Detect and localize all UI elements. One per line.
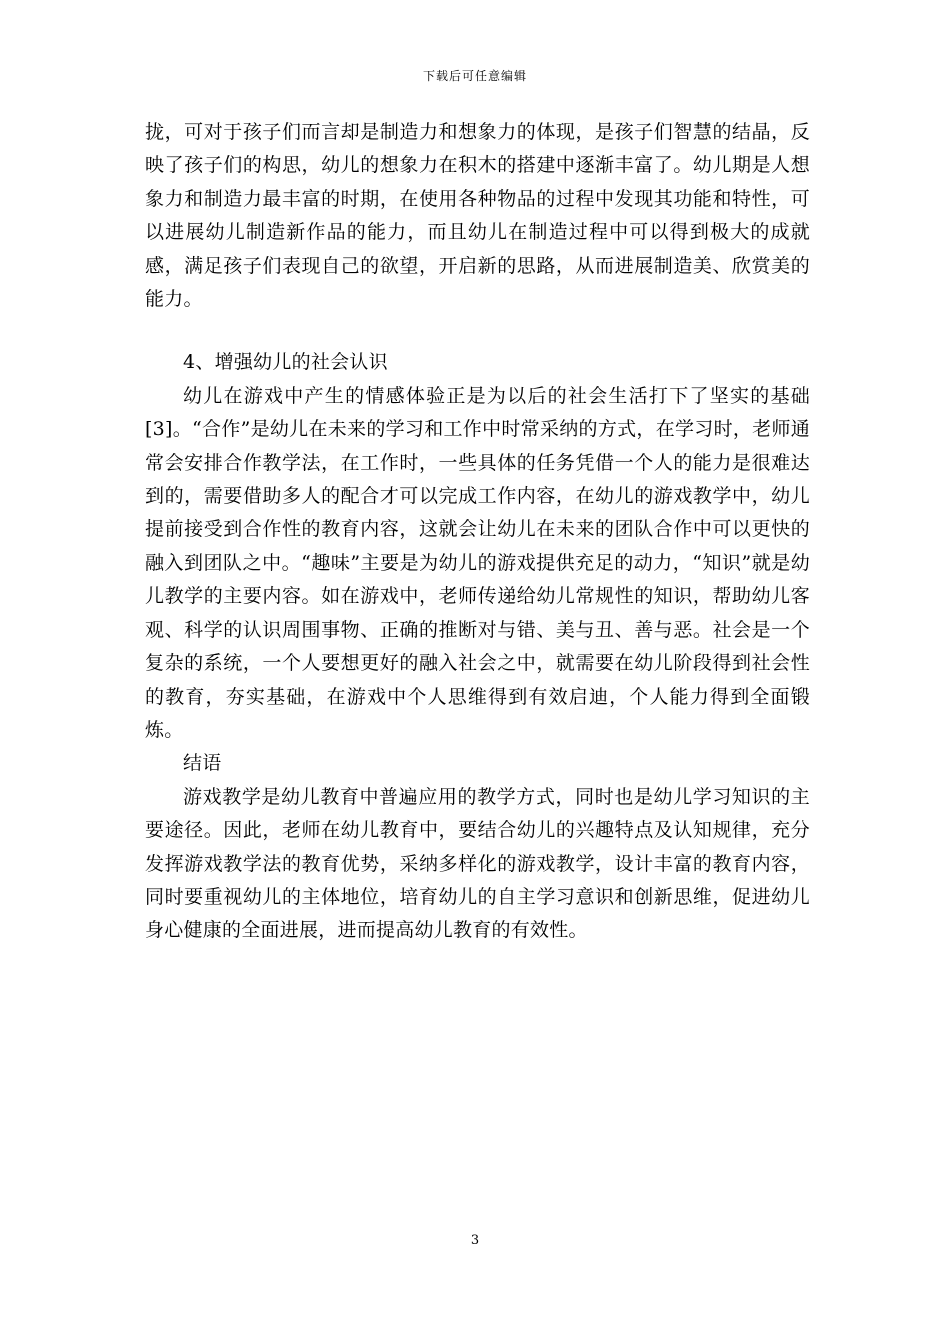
page-header: 下载后可任意编辑 [422,69,527,83]
paragraph-creativity-continued: 拢，可对于孩子们而言却是制造力和想象力的体现，是孩子们智慧的结晶，反映了孩子们的构思，幼儿的想象力在积木的搭建中逐渐丰富了。幼儿期是人想象力和制造力最丰富的时期，在使用各种物品的过程中发现其功能和特性，可以进展幼儿制造新作品的能力，而且幼儿在制造过程中可以得到极大的成就感，满足孩子们表现自己的欲望，开启新的思路，从而进展制造美、欣赏美的能力。 [145,121,810,311]
paragraph-spacer [145,316,810,346]
section-heading-social-awareness: 4、增强幼儿的社会认识 [183,351,388,374]
page-number: 3 [470,1233,480,1248]
paragraph-conclusion: 游戏教学是幼儿教育中普遍应用的教学方式，同时也是幼儿学习知识的主要途径。因此，老师在幼儿教育中，要结合幼儿的兴趣特点及认知规律，充分发挥游戏教学法的教育优势，采纳多样化的游戏教学，设计丰富的教育内容，同时要重视幼儿的主体地位，培育幼儿的自主学习意识和创新思维，促进幼儿身心健康的全面进展，进而提高幼儿教育的有效性。 [145,785,810,942]
document-body [145,116,810,948]
paragraph-social-awareness: 幼儿在游戏中产生的情感体验正是为以后的社会生活打下了坚实的基础[3]。“合作”是幼儿在未来的学习和工作中时常采纳的方式，在学习时，老师通常会安排合作教学法，在工作时，一些具体的任务凭借一个人的能力是很难达到的，需要借助多人的配合才可以完成工作内容，在幼儿的游戏教学中，幼儿提前接受到合作性的教育内容，这就会让幼儿在未来的团队合作中可以更快的融入到团队之中。“趣味”主要是为幼儿的游戏提供充足的动力，“知识”就是幼儿教学的主要内容。如在游戏中，老师传递给幼儿常规性的知识，帮助幼儿客观、科学的认识周围事物、正确的推断对与错、美与丑、善与恶。社会是一个复杂的系统，一个人要想更好的融入社会之中，就需要在幼儿阶段得到社会性的教育，夯实基础，在游戏中个人思维得到有效启迪，个人能力得到全面锻炼。 [145,384,810,741]
section-heading-conclusion: 结语 [183,752,222,775]
